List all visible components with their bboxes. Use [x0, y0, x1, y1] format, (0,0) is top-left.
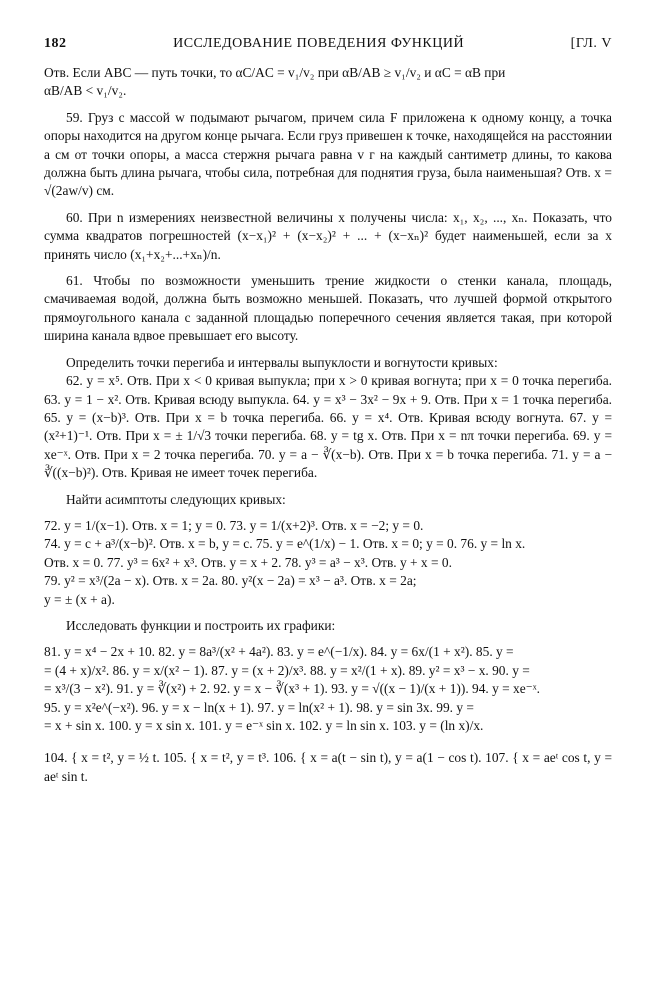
page: [44, 36, 612, 786]
problems-line: = x + sin x. 100. y = x sin x. 101. y = e⁻ˣ sin x. 102. y = ln sin x. 103. y = (ln x)/x.: [44, 718, 484, 733]
problems-line: = x³/(3 − x²). 91. y = ∛(x²) + 2. 92. y = x − ∛(x³ + 1). 93. y = √((x − 1)/(x + 1)). 94. y = xe⁻ˣ.: [44, 681, 540, 697]
problem-59: 59. Груз с массой w подымают рычагом, причем сила F приложена к одному концу, а точка опоры находится на другом конце рычага. Если груз привешен к точке, находящейся на расстоянии a см от точки опоры, а масса стержня рычага равна v г на каждый сантиметр длины, то какова должна быть длина рычага, чтобы сила, потребная для поднятия груза, была наименьшая? Отв. x = √(2aw/v) см.: [44, 109, 612, 199]
page-number: 182: [44, 36, 67, 51]
problems-104-107: 104. { x = t², y = ½ t. 105. { x = t², y = t³. 106. { x = a(t − sin t), y = a(1 − cos t). 107. { x = aeᵗ cos t, y = aeᵗ sin t.: [44, 750, 612, 784]
problems-72-79: [44, 517, 612, 609]
section-heading-inflection: Определить точки перегиба и интервалы выпуклости и вогнутости кривых:: [66, 354, 498, 370]
problems-line: 79. y² = x³/(2a − x). Отв. x = 2a. 80. y²(x − 2a) = x³ − a³. Отв. x = 2a;: [44, 573, 417, 589]
problems-line: = (4 + x)/x². 86. y = x/(x² − 1). 87. y = (x + 2)/x³. 88. y = x²/(1 + x). 89. y² = x³ − x. 90. y =: [44, 662, 530, 678]
section-heading-graphs: Исследовать функции и построить их графики:: [66, 617, 336, 633]
problems-line: Отв. x = 0. 77. y³ = 6x² + x³. Отв. y = x + 2. 78. y³ = a³ − x³. Отв. y + x = 0.: [44, 554, 452, 570]
problems-line: 81. y = x⁴ − 2x + 10. 82. y = 8a³/(x² + 4a²). 83. y = e^(−1/x). 84. y = 6x/(1 + x²). 85. y =: [44, 644, 514, 660]
problem-60: 60. При n измерениях неизвестной величины x получены числа: x₁, x₂, ..., xₙ. Показать, что сумма квадратов погрешностей (x−x₁)² + (x−x₂)² + ... + (x−xₙ)² будет наименьшей, если за x принять число (x₁+x₂+...+xₙ)/n.: [44, 209, 612, 262]
section-heading-asymptotes: Найти асимптоты следующих кривых:: [66, 491, 286, 507]
answer-58: [44, 64, 612, 101]
answer-58-line: αB/AB < v₁/v₂.: [44, 83, 127, 99]
chapter-label: [ГЛ. V: [570, 36, 612, 51]
running-title: ИССЛЕДОВАНИЕ ПОВЕДЕНИЯ ФУНКЦИЙ: [173, 36, 465, 51]
problems-62-71: 62. y = x⁵. Отв. При x < 0 кривая выпукла; при x > 0 кривая вогнута; при x = 0 точка перегиба. 63. y = 1 − x². Отв. Кривая всюду выпукла. 64. y = x³ − 3x² − 9x + 9. Отв. При x = 1 точка перегиба. 65. y = (x−b)³. Отв. При x = b точка перегиба. 66. y = x⁴. Отв. Кривая всюду вогнута. 67. y = (x²+1)⁻¹. Отв. При x = ± 1/√3 точки перегиба. 68. y = tg x. Отв. При x = nπ точки перегиба. 69. y = xe⁻ˣ. Отв. При x = 2 точка перегиба. 70. y = a − ∛(x−b). Отв. При x = b точка перегиба. 71. y = a − ∛((x−b)²). Отв. Кривая не имеет точек перегиба.: [44, 373, 612, 481]
problems-81-103: [44, 643, 612, 735]
problems-line: y = ± (x + a).: [44, 591, 115, 607]
problems-line: 74. y = c + a³/(x−b)². Отв. x = b, y = c. 75. y = e^(1/x) − 1. Отв. x = 0; y = 0. 76. y = ln x.: [44, 536, 526, 552]
problem-61: 61. Чтобы по возможности уменьшить трение жидкости о стенки канала, площадь, смачиваемая водой, должна быть возможно меньшей. Показать, что лучшей формой открытого прямоугольного канала с заданной площадью поперечного сечения является такая, при которой ширина канала вдвое превышает его высоту.: [44, 273, 612, 344]
problems-line: 72. y = 1/(x−1). Отв. x = 1; y = 0. 73. y = 1/(x+2)³. Отв. x = −2; y = 0.: [44, 517, 424, 533]
problems-line: 95. y = x²e^(−x²). 96. y = x − ln(x + 1). 97. y = ln(x² + 1). 98. y = sin 3x. 99. y =: [44, 699, 474, 715]
page-header: [44, 36, 612, 52]
answer-58-line: Отв. Если ABC — путь точки, то αC/AC = v₁/v₂ при αB/AB ≥ v₁/v₂ и αC = αB при: [44, 65, 506, 80]
